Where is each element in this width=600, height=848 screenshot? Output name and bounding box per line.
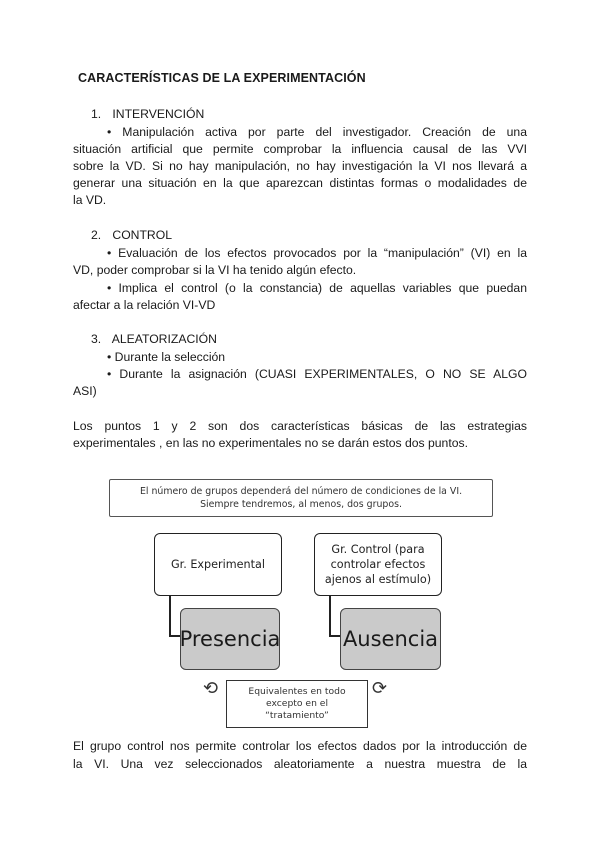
control-group-line: ajenos al estímulo) <box>324 573 432 586</box>
section-number: 1. <box>91 107 102 121</box>
equivalence-box <box>226 680 368 728</box>
closing-line: El grupo control nos permite controlar los efectos dados por la introducción de <box>73 739 527 753</box>
cycle-right-icon: ⟳ <box>372 678 388 699</box>
section-number: 3. <box>91 332 102 346</box>
section-title: ALEATORIZACIÓN <box>111 332 217 346</box>
paragraph-line: • Evaluación de los efectos provocados por la “manipulación” (VI) en la <box>107 246 527 260</box>
presence-label: Presencia <box>179 627 281 651</box>
control-group-line: Gr. Control (para <box>331 543 425 556</box>
closing-line: la VI. Una vez seleccionados aleatoriamente a nuestra muestra de la <box>73 757 527 771</box>
summary-line: experimentales , en las no experimentales no se darán estos dos puntos. <box>73 436 468 450</box>
page-title: CARACTERÍSTICAS DE LA EXPERIMENTACIÓN <box>78 71 366 85</box>
section-heading-control <box>91 227 172 244</box>
paragraph-line: • Manipulación activa por parte del investigador. Creación de una <box>107 125 527 139</box>
control-group-line: controlar efectos <box>330 558 426 571</box>
experimental-group-label: Gr. Experimental <box>171 558 265 571</box>
summary-line: Los puntos 1 y 2 son dos características básicas de las estrategias <box>73 419 527 433</box>
section-heading-aleatorizacion <box>91 331 217 348</box>
diagram-banner <box>109 479 493 517</box>
banner-line: Siempre tendremos, al menos, dos grupos. <box>200 499 402 510</box>
paragraph-line: • Implica el control (o la constancia) de aquellas variables que puedan <box>107 281 527 295</box>
equivalence-line: excepto en el <box>265 698 329 709</box>
paragraph-line: ASI) <box>73 384 97 398</box>
paragraph-line: VD, poder comprobar si la VI ha tenido algún efecto. <box>73 263 357 277</box>
section-heading-intervencion <box>91 106 204 123</box>
section-title: CONTROL <box>112 228 172 242</box>
banner-line: El número de grupos dependerá del número de condiciones de la VI. <box>139 486 463 497</box>
equivalence-line: Equivalentes en todo <box>248 686 346 697</box>
paragraph-line: afectar a la relación VI-VD <box>73 298 216 312</box>
paragraph-line: • Durante la asignación (CUASI EXPERIMENTALES, O NO SE ALGO <box>107 367 527 381</box>
paragraph-line: • Durante la selección <box>107 350 226 364</box>
section-number: 2. <box>91 228 102 242</box>
control-group-box <box>314 533 442 596</box>
section-title: INTERVENCIÓN <box>112 107 205 121</box>
experimental-group-box <box>154 533 282 596</box>
paragraph-line: sobre la VD. Si no hay manipulación, no hay investigación la VI nos llevará a <box>73 159 527 173</box>
paragraph-line: la VD. <box>73 193 107 207</box>
cycle-left-icon: ⟲ <box>203 678 219 699</box>
absence-label: Ausencia <box>342 627 439 651</box>
absence-box <box>340 608 441 670</box>
paragraph-line: situación artificial que permite comprobar la influencia causal de las VVI <box>73 142 527 156</box>
equivalence-line: “tratamiento” <box>265 710 329 721</box>
paragraph-line: generar una situación en la que aparezcan distintas formas o modalidades de <box>73 176 527 190</box>
presence-box <box>180 608 280 670</box>
